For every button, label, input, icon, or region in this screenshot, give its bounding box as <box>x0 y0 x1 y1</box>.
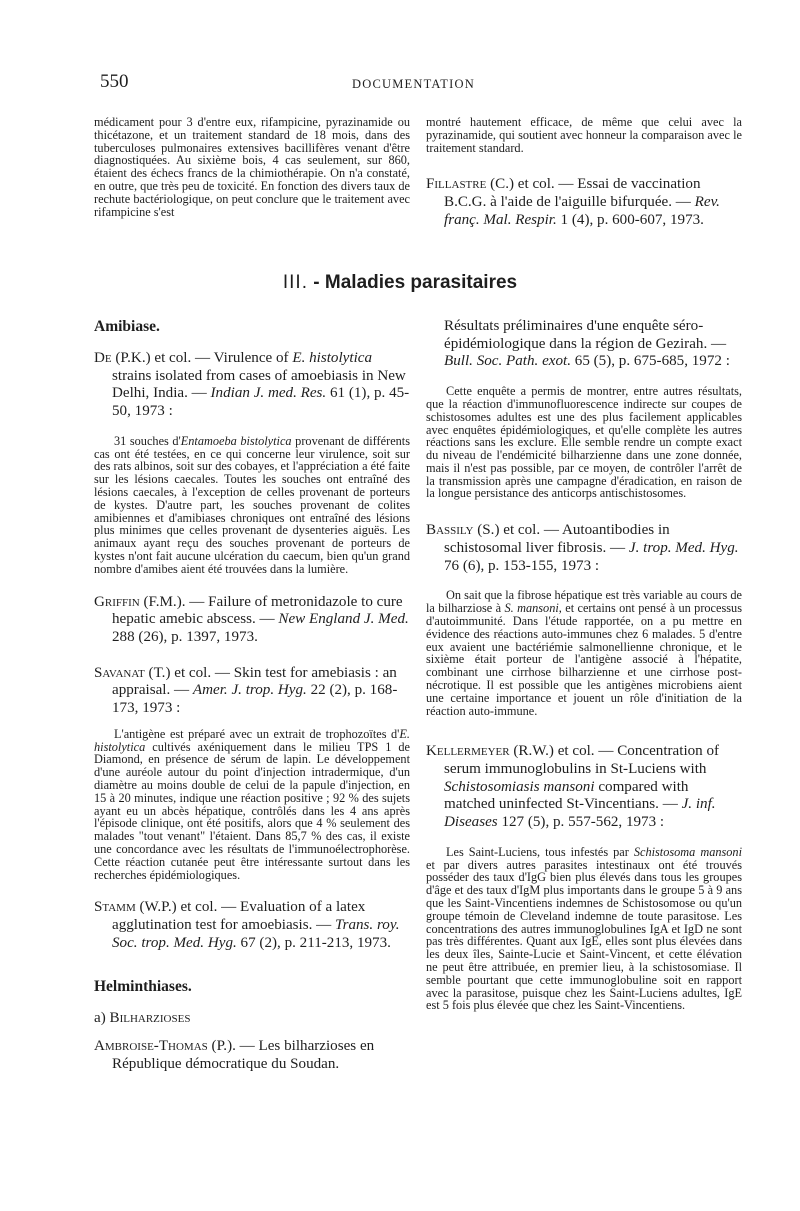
reference-de <box>94 350 410 421</box>
page-number: 550 <box>100 71 129 92</box>
ref-journal: New England J. Med. <box>278 611 409 628</box>
abstract-gezirah: Cette enquête a permis de montrer, entre autres résultats, que la réaction d'immunofluorescence indirecte sur coupes de schistosomes adultes est une des plus facilement applicables avec enquêtes épidémiologiques, et qu'elle complète les autres réactions sans les exclure. Elle semble rendre un compte exact du niveau de l'endémicité bilharzienne dans une zone donnée, mais il n'est pas possible, par ce moyen, de contrôler l'arrêt de la transmission après une campagne d'éradication, en raison de la longue persistance des anticorps antischistosomes. <box>426 384 742 501</box>
abstract-continuation: médicament pour 3 d'entre eux, rifampicine, pyrazinamide ou thicétazone, et un traitement standard de 18 mois, dans des tuberculoses pulmonaires extensives bacillifères venant d'être diagnostiquées. Au sixième bois, 4 cas seulement, sur 860, étaient des échecs francs de la chimiothérapie. On n'a constaté, en outre, que très peu de toxicité. En fonction des divers taux de rechute bactériologique, on peut conclure que le traitement avec rifampicine s'est <box>94 115 410 219</box>
ref-text: (W.P.) et col. — Evaluation of a latex agglutination test for amoebiasis. — <box>112 899 366 934</box>
abstract-savanat <box>94 728 410 882</box>
ref-tail: 65 (5), p. 675-685, 1972 : <box>571 353 730 370</box>
subsection-bilharzioses <box>94 1010 410 1028</box>
section-title: Maladies parasitaires <box>324 272 518 293</box>
ref-tail: 67 (2), p. 211-213, 1973. <box>236 934 391 951</box>
ref-tail: 288 (26), p. 1397, 1973. <box>112 628 258 645</box>
ref-tail: 127 (5), p. 557-562, 1973 : <box>497 814 665 831</box>
subsection-title: Bilharzioses <box>109 1010 191 1027</box>
abs-italic: E. histolytica <box>94 726 410 754</box>
top-left-column <box>94 116 410 218</box>
abs-text: L'antigène est préparé avec un extrait de trophozoïtes d' <box>114 726 400 741</box>
top-right-column <box>426 116 742 230</box>
ref-text: (F.M.). — Failure of metronidazole to cure hepatic amebic abscess. — <box>112 593 403 628</box>
reference-griffin <box>94 594 410 647</box>
ref-journal: Indian J. med. Res. <box>210 385 327 402</box>
ref-author: Kellermeyer <box>426 743 510 760</box>
ref-text: (P.K.) et col. — Virulence of <box>111 350 293 366</box>
ref-author: Savanat <box>94 664 145 681</box>
left-column <box>94 318 410 1074</box>
ref-author: Ambroise-Thomas <box>94 1038 208 1055</box>
subheading-helminthiases: Helminthiases. <box>94 978 192 996</box>
ref-author: Fillastre <box>426 176 487 193</box>
ref-author: Bassily <box>426 522 474 539</box>
reference-ambroise-thomas <box>94 1038 410 1073</box>
abstract-de <box>94 435 410 576</box>
running-head: DOCUMENTATION <box>352 77 475 91</box>
reference-bassily <box>426 522 742 575</box>
abs-text: et par divers autres parasites intestinaux ont été trouvés posséder des taux d'IgG bien plus élevés dans tous les groupes d'âge et des taux d'IgM plus importants dans le groupe 5 à 9 ans que les Saint-Vincentiens indemnes de Schistosomose ou qu'un groupe témoin de Cleveland indemne de toute parasitose. Les concentrations des autres immunoglobulines IgA et IgD ne sont pas très différentes. Quant aux IgE, elles sont plus élevées dans les deux îles, Sainte-Lucie et Saint-Vincent, et cette élévation ne peut être attribuée, en premier lieu, à la schistosomiase. Il semble pourtant que cette immunoglobuline soit en rapport avec la parasitose, puisque chez les Saint-Luciens adultes, IgE est 5 fois plus élevée que chez les Saint-Vincentiens. <box>426 857 742 1013</box>
ref-author: Stamm <box>94 899 136 916</box>
abstract-end: montré hautement efficace, de même que celui avec la pyrazinamide, qui soutient avec honneur la comparaison avec le traitement standard. <box>426 115 742 155</box>
ref-journal: J. inf. Diseases <box>444 796 716 831</box>
abs-italic: S. mansoni, <box>504 601 562 616</box>
ref-italic: Schistosomiasis mansoni <box>444 778 595 795</box>
abstract-kellermeyer <box>426 846 742 1012</box>
abs-text: cultivés axéniquement dans le milieu TPS 1 de Diamond, en présence de sérum de lapin. Le développement d'une auréole autour du point d'injection intradermique, d'un diamètre au moins double de celui de la papule d'injection, en 15 à 20 minutes, indique une réaction positive ; 92 % des sujets ayant eu un abcès hépatique, contrôlés dans les 4 ans après l'épisode clinique, ont été positifs, alors que 4 % seulement des malades "tout venant" l'étaient. Dans 85,7 % des cas, il existe une concordance avec les résultats de l'immunoélectrophorèse. Cette réaction cutanée peut être intéressante surtout dans les recherches épidémiologiques. <box>94 739 410 882</box>
ref-italic: E. histolytica <box>292 350 373 366</box>
abs-text: Les Saint-Luciens, tous infestés par <box>446 844 634 859</box>
ref-journal: Bull. Soc. Path. exot. <box>444 353 572 370</box>
ref-tail: 1 (4), p. 600-607, 1973. <box>556 211 704 228</box>
ref-text: (S.) et col. — Autoantibodies in schistosomal liver fibrosis. — <box>444 522 670 556</box>
abs-italic: Entamoeba bistolytica <box>180 433 292 448</box>
abstract-bassily <box>426 589 742 717</box>
ref-text: (T.) et col. — Skin test for amebiasis : an appraisal. — <box>112 664 397 699</box>
section-heading <box>0 272 800 294</box>
ref-journal: Trans. roy. Soc. trop. Med. Hyg. <box>112 917 400 951</box>
ref-text: (C.) et col. — Essai de vaccination B.C.G. à l'aide de l'aiguille bifurquée. — <box>444 176 701 211</box>
ref-text: compared with matched uninfected St-Vincentians. — <box>444 778 689 813</box>
abs-italic: Schistosoma mansoni <box>633 844 742 859</box>
subsection-letter: a) <box>94 1010 110 1027</box>
ref-author: Griffin <box>94 593 140 610</box>
ref-author: De <box>94 350 112 366</box>
ref-journal: Amer. J. trop. Hyg. <box>192 682 307 699</box>
reference-kellermeyer <box>426 743 742 832</box>
ref-text: strains isolated from cases of amoebiasis in New Delhi, India. — <box>112 367 406 402</box>
reference-fillastre <box>426 176 742 229</box>
section-number: III. <box>282 272 308 293</box>
abs-text: et certains ont pensé à un processus d'autoimmunité. Dans l'étude rapportée, on a pu mettre en évidence des réactions auto-immunes chez 6 malades. 5 d'entre eux avaient une bactériémie salmonellienne chronique, et le sixième était porteur de l'antigène associé à l'hépatite, combinant une cirrhose bilharzienne et une cirrhose post-nécrotique. Il est possible que les antigènes microbiens aient une certaine importance et jouent un rôle d'initiation de la réaction auto-immune. <box>426 601 742 718</box>
ref-journal: Rev. franç. Mal. Respir. <box>444 194 720 228</box>
ref-journal: J. trop. Med. Hyg. <box>628 539 739 556</box>
abs-text: 31 souches d' <box>114 433 181 448</box>
reference-continuation <box>426 318 742 371</box>
right-column <box>426 318 742 1012</box>
ref-tail: 76 (6), p. 153-155, 1973 : <box>444 557 600 574</box>
subheading-amibiase: Amibiase. <box>94 318 160 335</box>
ref-text: (R.W.) et col. — Concentration of serum immunoglobulins in St-Luciens with <box>444 743 720 778</box>
ref-tail: 61 (1), p. 45-50, 1973 : <box>112 385 410 420</box>
abs-text: provenant de différents cas ont été testées, en ce qui concerne leur virulence, soit sur des rats albinos, soit sur des cobayes, et l'appréciation a été faite sur les lésions caecales. Toutes les souches ont entraîné des lésions caecales, à l'exception de celles provenant de porteurs de kystes. D'autre part, les souches provenant de colites amibiennes et d'amibiases chroniques ont entraîné des lésions plus minimes que celles provenant de dysenteries aiguës. Les animaux ayant reçu des souches provenant de porteurs de kystes n'ont fait aucune ulcération du caecum, bien qu'un grand nombre d'amibes aient été trouvées dans la lumière. <box>94 433 411 576</box>
reference-stamm <box>94 899 410 952</box>
section-dash: - <box>313 272 320 293</box>
reference-savanat <box>94 665 410 718</box>
ref-text: (P.). — Les bilharzioses en République démocratique du Soudan. <box>112 1038 375 1072</box>
abs-text: On sait que la fibrose hépatique est très variable au cours de la bilharziose à <box>426 588 742 616</box>
ref-text: Résultats préliminaires d'une enquête séro-épidémiologique dans la région de Gezirah. — <box>444 318 727 352</box>
ref-tail: 22 (2), p. 168-173, 1973 : <box>112 682 398 717</box>
